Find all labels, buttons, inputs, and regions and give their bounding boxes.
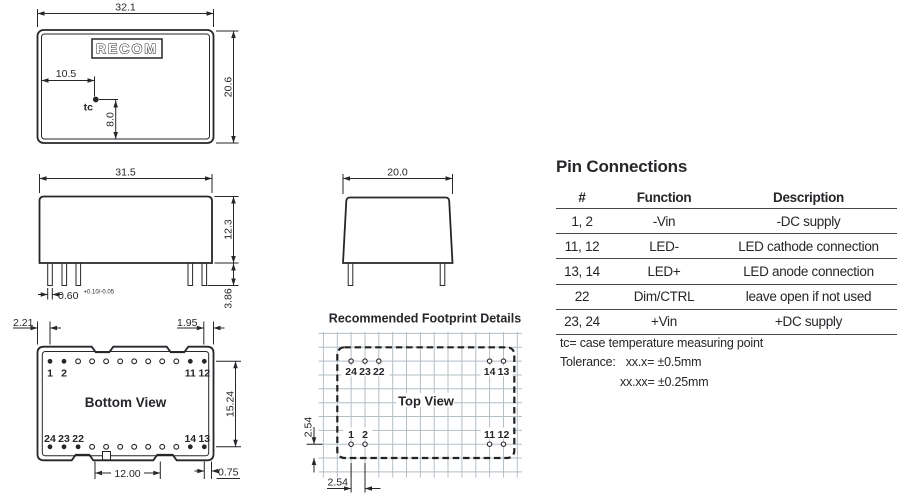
pin-hole xyxy=(118,359,123,364)
bottom-view-label: Bottom View xyxy=(84,395,167,410)
pad-label-14: 14 xyxy=(483,365,496,378)
pad-hole xyxy=(377,359,381,363)
tolerance-line-2 xyxy=(560,373,895,392)
pin-label-11: 11 xyxy=(184,367,196,380)
pin-hole xyxy=(104,359,109,364)
tc-note: tc= case temperature measuring point xyxy=(560,336,763,350)
pin-hole xyxy=(174,444,179,449)
pad-label-22: 22 xyxy=(372,365,385,378)
pad-hole xyxy=(363,359,367,363)
footprint-drawing xyxy=(303,332,523,493)
pin-hole xyxy=(160,444,165,449)
dim-side-height: 12.3 xyxy=(222,219,235,240)
cell-function: LED- xyxy=(649,238,679,254)
pin-label-13: 13 xyxy=(198,432,211,445)
dim-tc-y: 8.0 xyxy=(104,112,117,127)
dim-arrows xyxy=(41,292,60,297)
footprint-title: Recommended Footprint Details xyxy=(328,311,522,326)
tolerance-label: Tolerance: xyxy=(560,355,616,370)
dim-arrows xyxy=(197,326,221,331)
pin-label-23: 23 xyxy=(58,432,70,445)
pin-label-2: 2 xyxy=(61,367,67,380)
pad-hole xyxy=(349,442,353,446)
dim-pitch-vertical: 2.54 xyxy=(302,416,315,438)
pin-dot xyxy=(76,444,81,449)
dim-arrows xyxy=(31,326,58,331)
dim-pin-width: 0.60 xyxy=(58,290,79,302)
end-view-case-outline xyxy=(343,198,453,264)
notes-block xyxy=(560,334,895,392)
pad-hole xyxy=(487,442,491,446)
pin-dot xyxy=(48,359,53,364)
table-row xyxy=(556,310,897,335)
tolerance-xx-x: xx.x= ±0.5mm xyxy=(625,355,702,370)
pin xyxy=(76,263,81,286)
pin-dot xyxy=(202,444,207,449)
side-view-case-outline xyxy=(40,197,213,264)
pad-hole xyxy=(349,359,353,363)
tc-label: tc xyxy=(83,101,93,114)
col-header-description: Description xyxy=(773,189,844,205)
pad-hole xyxy=(501,359,505,363)
pin-dot xyxy=(202,359,207,364)
pin-hole xyxy=(104,444,109,449)
pad-label-12: 12 xyxy=(497,428,510,441)
pad-hole xyxy=(487,359,491,363)
pad-label-11: 11 xyxy=(484,428,496,441)
dim-arrows xyxy=(344,486,372,491)
col-header-number: # xyxy=(578,189,586,205)
pad-hole xyxy=(501,442,505,446)
pad-label-1: 1 xyxy=(348,428,355,441)
pin-hole xyxy=(90,359,95,364)
pin-dot xyxy=(62,444,67,449)
dim-pin-width-tolerance: +0.10/-0.05 xyxy=(83,289,115,296)
table-row xyxy=(556,209,897,234)
dim-arrows xyxy=(312,437,317,465)
pin-hole xyxy=(90,444,95,449)
dim-pin1-offset: 2.21 xyxy=(13,317,34,329)
pin xyxy=(202,263,207,286)
dim-tc-x: 10.5 xyxy=(55,68,77,80)
pin-dot xyxy=(188,359,193,364)
pin-label-12: 12 xyxy=(198,367,211,380)
table-header-row xyxy=(556,186,897,209)
pin-hole xyxy=(76,359,81,364)
table-row xyxy=(556,234,897,259)
bottom-view-index-tab xyxy=(103,452,111,460)
tolerance-line-1 xyxy=(560,353,895,372)
dim-pin12-offset: 1.95 xyxy=(177,317,198,329)
cell-function: +Vin xyxy=(651,314,677,330)
cell-description: LED anode connection xyxy=(743,263,874,279)
pin-dot xyxy=(48,444,53,449)
pin-hole xyxy=(174,359,179,364)
dim-edge: 0.75 xyxy=(218,466,239,479)
pin-hole xyxy=(118,444,123,449)
cell-description: LED cathode connection xyxy=(738,238,879,254)
dim-arrows xyxy=(197,469,218,474)
dim-pitch-horizontal: 2.54 xyxy=(327,476,348,489)
cell-description: leave open if not used xyxy=(745,289,872,305)
pin-label-14: 14 xyxy=(184,432,197,445)
tc-measuring-point xyxy=(93,97,99,103)
cell-pin-number: 1, 2 xyxy=(571,213,593,229)
dim-row-pitch: 15.24 xyxy=(224,390,237,418)
pin-hole xyxy=(146,444,151,449)
side-view-pins xyxy=(48,263,207,286)
cell-function: Dim/CTRL xyxy=(633,289,695,305)
pin-hole xyxy=(146,359,151,364)
pin-hole xyxy=(132,444,137,449)
pin xyxy=(348,263,353,286)
cell-function: -Vin xyxy=(652,213,676,229)
footprint-label: Top View xyxy=(398,393,454,409)
dim-span: 12.00 xyxy=(114,467,141,480)
dim-side-width: 31.5 xyxy=(115,166,136,179)
pad-label-2: 2 xyxy=(362,428,368,441)
pin-hole xyxy=(132,359,137,364)
cell-description: +DC supply xyxy=(774,314,843,330)
dim-end-width: 20.0 xyxy=(387,166,408,179)
pad-label-13: 13 xyxy=(497,365,510,378)
table-row xyxy=(556,259,897,284)
pin-label-1: 1 xyxy=(47,367,53,380)
pin-dot xyxy=(188,444,193,449)
cell-description: -DC supply xyxy=(776,213,841,229)
cell-pin-number: 11, 12 xyxy=(564,238,600,254)
pin-connections-section xyxy=(556,157,897,335)
pin xyxy=(188,263,193,286)
pin xyxy=(62,263,67,286)
dim-top-width: 32.1 xyxy=(115,1,136,14)
end-view-drawing xyxy=(343,167,453,286)
bottom-view-drawing xyxy=(13,317,241,480)
pin-connections-title: Pin Connections xyxy=(556,157,688,176)
pin-label-24: 24 xyxy=(44,432,56,445)
side-view-drawing xyxy=(38,167,239,309)
col-header-function: Function xyxy=(636,189,692,205)
table-row xyxy=(556,285,897,310)
pad-label-24: 24 xyxy=(345,365,357,378)
recom-logo: RECOM xyxy=(95,40,159,57)
pin xyxy=(48,263,53,286)
pin-connections-table xyxy=(556,186,897,335)
pin-hole xyxy=(160,359,165,364)
pin xyxy=(440,263,445,286)
cell-function: LED+ xyxy=(647,263,681,279)
cell-pin-number: 22 xyxy=(574,289,590,305)
dim-top-height: 20.6 xyxy=(222,76,235,98)
pin-dot xyxy=(62,359,67,364)
top-view-drawing xyxy=(38,2,239,144)
pad-hole xyxy=(363,442,367,446)
pad-label-23: 23 xyxy=(359,365,371,378)
pin-label-22: 22 xyxy=(72,432,84,445)
dim-pin-length: 3.86 xyxy=(222,288,235,309)
cell-pin-number: 23, 24 xyxy=(564,314,600,330)
tolerance-xx-xx: xx.xx= ±0.25mm xyxy=(620,374,709,389)
cell-pin-number: 13, 14 xyxy=(564,263,600,279)
